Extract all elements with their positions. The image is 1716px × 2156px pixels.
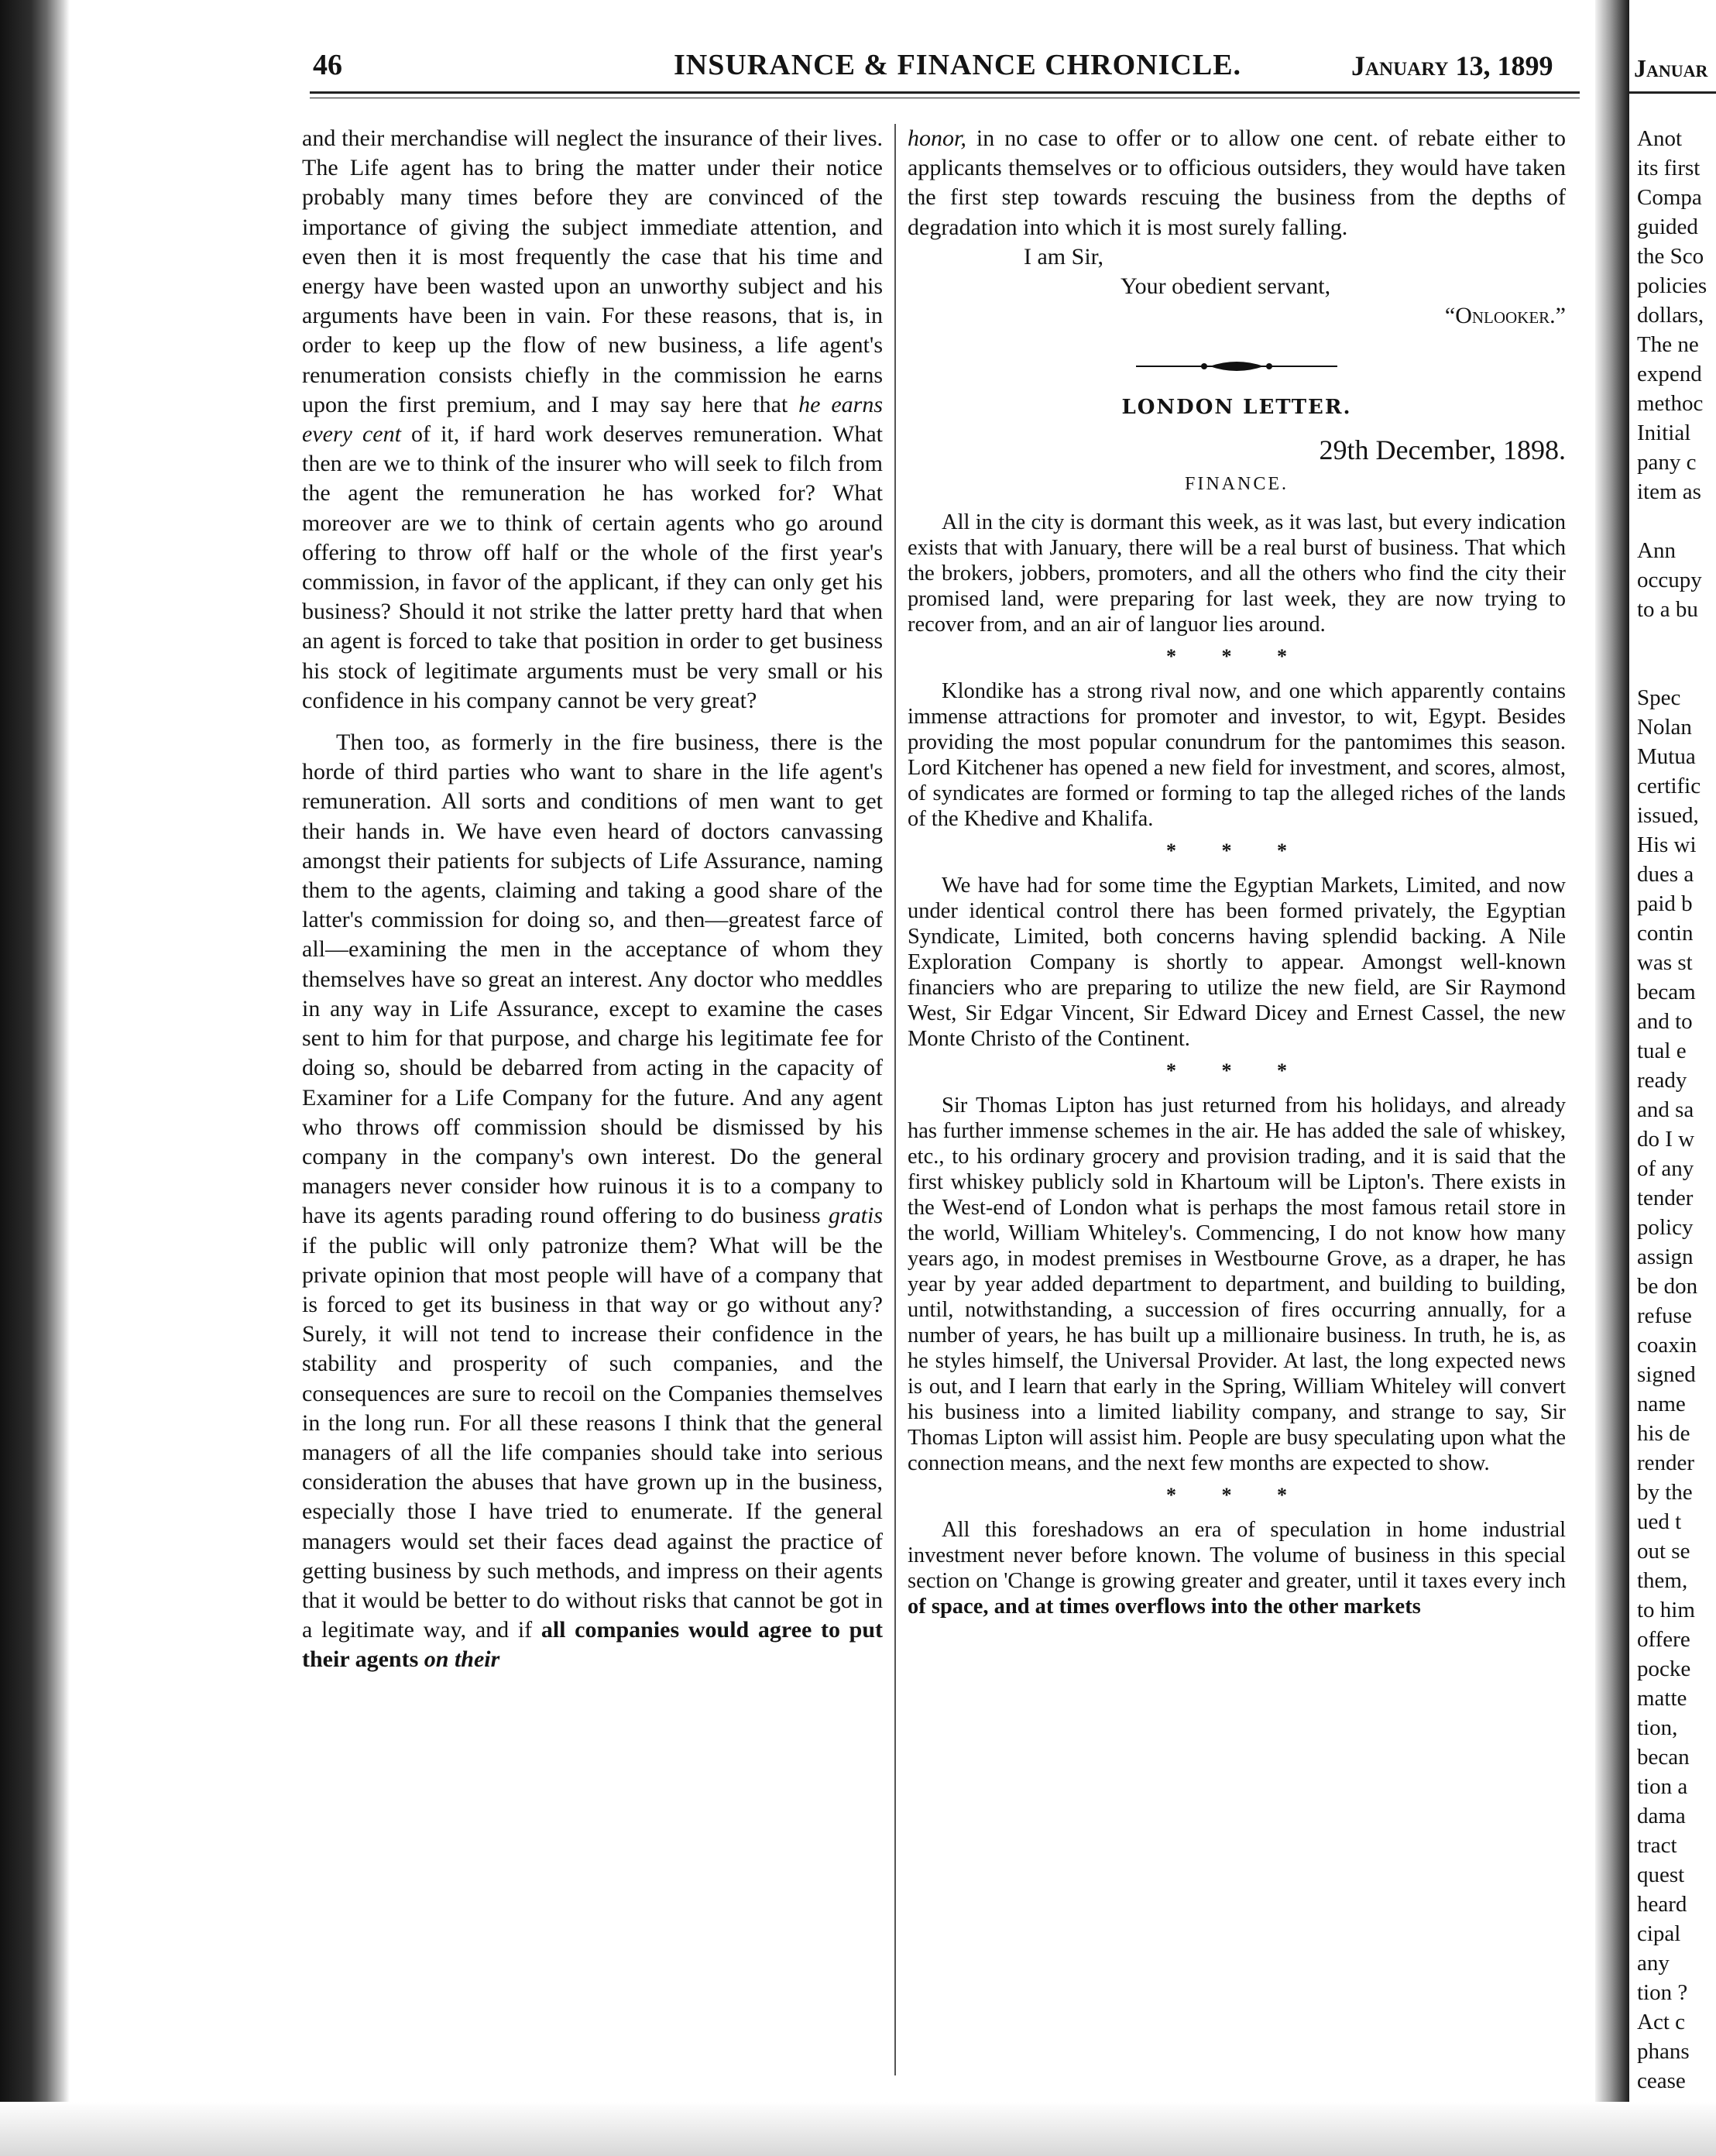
adjacent-line: dues a — [1637, 862, 1694, 887]
adjacent-line: them, — [1637, 1568, 1688, 1593]
signature: “Onlooker.” — [1444, 303, 1566, 329]
adjacent-line: matte — [1637, 1686, 1687, 1711]
adjacent-line: tion ? — [1637, 1980, 1688, 2005]
adjacent-line: was st — [1637, 950, 1693, 975]
adjacent-line: to him — [1637, 1598, 1695, 1622]
adjacent-line: guided — [1637, 215, 1698, 239]
bold-phrase: all companies would agree to put their agents — [302, 1617, 883, 1673]
adjacent-line: cease — [1637, 2068, 1686, 2093]
adjacent-line: tion, — [1637, 1715, 1678, 1740]
adjacent-line: signed — [1637, 1362, 1696, 1387]
adjacent-line: his de — [1637, 1421, 1690, 1446]
adjacent-line: Spec — [1637, 685, 1681, 710]
adjacent-line: becan — [1637, 1745, 1690, 1770]
adjacent-line: expend — [1637, 362, 1702, 386]
adjacent-line: be don — [1637, 1274, 1698, 1299]
finance-paragraph-4: Sir Thomas Lipton has just returned from his holidays, and already has further immense schemes in the air. He has added the sale of whiskey, etc., to his ordinary grocery and provision trading, and it is said that the first whiskey publicly sold in Khartoum will be Lipton's. There exists in the West-end of London what is perhaps the most famous retail store in the world, William Whiteley's. Commencing, I do not know how many years ago, in modest premises in Westbourne Grove, as a draper, he has year by year added department to department, and building to building, until, notwithstanding, a succession of fires occurring annually, for a number of years, he has built up a millionaire business. In truth, he is, as he styles himself, the Universal Provider. At last, the long expected news is out, and I learn that early in the Spring, William Whiteley will convert his business into a limited liability company, and strange to say, Sir Thomas Lipton will assist him. People are busy speculating upon what the connection means, and the next few months are expected to show. — [908, 1093, 1566, 1476]
adjacent-line: pany c — [1637, 450, 1697, 475]
adjacent-line: name — [1637, 1392, 1686, 1416]
adjacent-line: assign — [1637, 1245, 1694, 1269]
closing-line: Your obedient servant, — [1121, 273, 1331, 300]
adjacent-line: Mutua — [1637, 744, 1696, 769]
adjacent-line: out se — [1637, 1539, 1690, 1564]
adjacent-line: and to — [1637, 1009, 1693, 1034]
adjacent-line: ued t — [1637, 1509, 1682, 1534]
letter-ending: honor, in no case to offer or to allow one cent. of rebate either to applicants themselves or to officious outsiders, they would have taken the first step towards rescuing the business from the depths of degradation into which it is most surely falling. — [908, 125, 1566, 240]
header-rule — [310, 91, 1580, 94]
adjacent-line: item as — [1637, 479, 1701, 504]
adjacent-line: policy — [1637, 1215, 1694, 1240]
adjacent-line: His wi — [1637, 833, 1697, 857]
adjacent-line: dollars, — [1637, 303, 1704, 328]
adjacent-page-fragment — [1629, 0, 1716, 2156]
adjacent-line — [1637, 624, 1707, 654]
dateline: 29th December, 1898. — [1319, 434, 1566, 465]
adjacent-line: Initial — [1637, 421, 1691, 445]
left-paragraph-1: and their merchandise will neglect the insurance of their lives. The Life agent has to bring the matter under their notice probably many times before they are convinced of the importance of giving the subject immediate attention, and even then it is most frequently the case that his time and energy have been wasted upon an unworthy subject and his arguments have been in vain. For these reasons, that is, in order to keep up the flow of new business, a life agent's renumeration consists chiefly in the commission he earns upon the first premium, and I may say here that he earns every cent of it, if hard work deserves remuneration. What then are we to think of the insurer who will seek to filch from the agent the remuneration he has worked for? What moreover are we to think of certain agents who go around offering to throw off half or the whole of the first year's commission, in favor of the applicant, if they can only get his business? Should it not strike the latter pretty hard that when an agent is forced to take that position in order to get business his stock of legitimate arguments must be very small or his confidence in his company cannot be very great? — [302, 125, 884, 713]
adjacent-line: coaxin — [1637, 1333, 1697, 1358]
finance-paragraph-1: All in the city is dormant this week, as it was last, but every indication exists that with January, there will be a real burst of business. That which the brokers, jobbers, promoters, and all the others who find the city their promised land, were preparing for last week, they are now trying to recover from, and an air of languor lies around. — [908, 510, 1566, 637]
adjacent-line: its first — [1637, 156, 1701, 180]
adjacent-line: The ne — [1637, 332, 1699, 357]
closing-salutation: I am Sir, — [1024, 243, 1103, 270]
adjacent-line: Act c — [1637, 2010, 1685, 2034]
adjacent-line: ready — [1637, 1068, 1687, 1093]
binding-shadow — [0, 0, 70, 2156]
finance-paragraph-3: We have had for some time the Egyptian Markets, Limited, and now under identical control there has been formed privately, the Egyptian Syndicate, Limited, both concerns having splendid backing. A Nile Exploration Company is shortly to appear. Amongst well-known financiers who are preparing to utilize the new field, are Sir Raymond West, Sir Edgar Vincent, Sir Edward Dicey and Ernest Cassel, the new Monte Christo of the Continent. — [908, 874, 1566, 1052]
adjacent-line: the Sco — [1637, 244, 1704, 269]
adjacent-line: Anot — [1637, 126, 1682, 151]
subheading: FINANCE. — [1184, 473, 1289, 494]
bold-phrase: of space, and at times overflows into the other markets — [908, 1595, 1421, 1619]
page-number: 46 — [313, 49, 342, 81]
adjacent-line: heard — [1637, 1892, 1687, 1917]
adjacent-line: dama — [1637, 1804, 1686, 1828]
adjacent-line: any — [1637, 1951, 1670, 1976]
adjacent-line: tual e — [1637, 1039, 1687, 1063]
finance-paragraph-2: Klondike has a strong rival now, and one which apparently contains immense attractions for promoter and investor, to wit, Egypt. Besides providing the most popular conundrum for the pantomimes this season. Lord Kitchener has opened a new field for investment, and scores, almost, of syndicates are formed or forming to tap the alleged riches of the lands of the Khedive and Khalifa. — [908, 679, 1566, 832]
adjacent-line: to a bu — [1637, 597, 1698, 622]
left-paragraph-2: Then too, as formerly in the fire business, there is the horde of third parties who want to share in the life agent's remuneration. All sorts and conditions of men want to get their hands in. We have even heard of doctors canvassing amongst their patients for subjects of Life Assurance, naming them to the agents, claiming and taking a good share of the latter's commission for doing so, and then—greatest farce of all—examining the men in the acceptance of whom they themselves have so great an interest. Any doctor who meddles in any way in Life Assurance, except to examine the cases sent to him for that purpose, and charge his legitimate fee for doing so, should be debarred from acting in the capacity of Examiner for a Life Company for the future. And any agent who throws off commission should be dismissed by his company in the company's own interest. Do the general managers never consider how ruinous it is to a company to have its agents parading round offering to do business gratis if the public will only patronize them? What will be the private opinion that most people will have of a company that is forced to get its business in that way or go without any? Surely, it will not tend to increase their confidence in the stability and prosperity of such companies, and the consequences are sure to recoil on the Companies themselves in the long run. For all these reasons I think that the general managers of all the life companies should take into serious consideration the abuses that have grown up in the business, especially those I have tried to enumerate. If the general managers would set their faces dead against the practice of getting business by such methods, and impress on their agents that it would be better to do without risks that cannot be got in a legitimate way, and if all companies would agree to put their agents on their — [302, 730, 883, 1673]
adjacent-line: Compa — [1637, 185, 1702, 210]
adjacent-line: Nolan — [1637, 715, 1692, 740]
emphasis-text: he earns every cent — [302, 391, 884, 448]
adjacent-line: pocke — [1637, 1656, 1691, 1681]
adjacent-line: and sa — [1637, 1097, 1694, 1122]
section-break: * * * — [1166, 645, 1307, 668]
adjacent-line: phans — [1637, 2039, 1690, 2064]
adjacent-line: cipal — [1637, 1921, 1681, 1946]
adjacent-line: tract — [1637, 1833, 1677, 1858]
adjacent-line: offere — [1637, 1627, 1690, 1652]
bold-italic-phrase: on their — [424, 1646, 500, 1673]
section-break: * * * — [1166, 839, 1307, 863]
adjacent-line: refuse — [1637, 1303, 1692, 1328]
issue-date: January 13, 1899 — [1351, 50, 1553, 81]
adjacent-line: tion a — [1637, 1774, 1688, 1799]
adjacent-line: tender — [1637, 1186, 1694, 1210]
page-bottom-shadow — [0, 2102, 1716, 2156]
section-break: * * * — [1166, 1484, 1307, 1507]
adjacent-lines — [1637, 124, 1707, 2154]
left-column — [302, 124, 883, 1675]
publication-title: INSURANCE & FINANCE CHRONICLE. — [674, 49, 1242, 81]
adjacent-line: paid b — [1637, 891, 1693, 916]
adjacent-line: quest — [1637, 1862, 1685, 1887]
london-letter-body — [908, 510, 1566, 1619]
emphasis-gratis: gratis — [828, 1203, 883, 1229]
adjacent-page-header: Januar — [1634, 54, 1708, 82]
adjacent-line: of any — [1637, 1156, 1694, 1181]
adjacent-line: by the — [1637, 1480, 1693, 1505]
adjacent-line: occupy — [1637, 568, 1702, 592]
emphasis-honor: honor, — [908, 125, 966, 151]
finance-paragraph-5: All this foreshadows an era of speculation in home industrial investment never before known. The volume of business in this special section on 'Change is growing greater and greater, until it taxes every inch of space, and at times overflows into the other markets — [908, 1518, 1566, 1619]
right-column — [908, 124, 1566, 1619]
ornament-divider — [1136, 359, 1337, 374]
adjacent-line: methoc — [1637, 391, 1704, 416]
adjacent-line — [1637, 654, 1707, 683]
adjacent-line — [1637, 506, 1707, 536]
adjacent-line: contin — [1637, 921, 1694, 946]
adjacent-header-rule — [1629, 91, 1716, 94]
column-rule — [894, 124, 896, 2075]
section-title: LONDON LETTER. — [1121, 396, 1352, 420]
running-header — [0, 0, 1595, 101]
adjacent-line: Ann — [1637, 538, 1676, 563]
adjacent-line: becam — [1637, 980, 1696, 1004]
section-break: * * * — [1166, 1059, 1307, 1083]
adjacent-line: policies — [1637, 273, 1707, 298]
page-gutter — [1595, 0, 1629, 2156]
adjacent-line: issued, — [1637, 803, 1699, 828]
adjacent-line: certific — [1637, 774, 1701, 798]
adjacent-line: render — [1637, 1450, 1695, 1475]
adjacent-line: do I w — [1637, 1127, 1695, 1152]
